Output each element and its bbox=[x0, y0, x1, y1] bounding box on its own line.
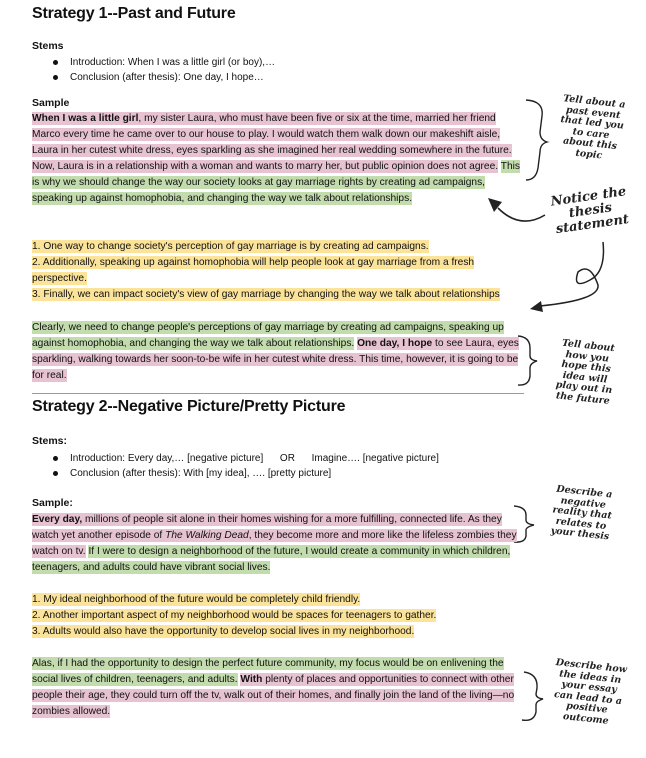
intro-bold-opening: When I was a little girl bbox=[32, 113, 139, 124]
body-point-1: 1. One way to change society's perception of gay marriage is by creating ad campaigns. bbox=[32, 241, 429, 252]
note-future: Tell about how you hope this idea will play out in the future bbox=[555, 337, 616, 407]
body-point-3: 3. Finally, we can impact society's view of gay marriage by changing the way we talk about relationships bbox=[32, 289, 500, 300]
strategy2-stems-label: Stems: bbox=[32, 435, 68, 447]
note-past-event: Tell about a past event that led you to care about this topic bbox=[559, 93, 626, 162]
note-negative: Describe a negative reality that relates to your thesis bbox=[550, 483, 613, 543]
note-positive: Describe how the ideas in your essay can lead to a positive outcome bbox=[553, 657, 628, 727]
strategy2-intro-paragraph bbox=[32, 512, 526, 576]
note-thesis: Notice the thesis statement bbox=[549, 184, 630, 238]
stem-introduction: Introduction: Every day,… [negative picture] OR Imagine…. [negative picture] bbox=[32, 451, 512, 466]
arrow-loop-head bbox=[530, 301, 543, 312]
stem-introduction: Introduction: When I was a little girl (or boy),… bbox=[32, 55, 512, 70]
strategy1-stems-label: Stems bbox=[32, 40, 64, 52]
conclusion-bold-opening: One day, I hope bbox=[357, 338, 433, 349]
arrow-loop-to-body bbox=[540, 242, 603, 306]
body-point-3: 3. Adults would also have the opportunity to develop social lives in my neighborhood. bbox=[32, 626, 415, 637]
intro-negative-text-a: millions of people sit alone in their homes wishing for a more fulfilling, connected life. As they watch yet another episode of bbox=[32, 514, 502, 541]
strategy2-title: Strategy 2--Negative Picture/Pretty Picture bbox=[32, 398, 346, 415]
conclusion-bold-opening: With bbox=[240, 674, 263, 685]
intro-show-title: The Walking Dead bbox=[165, 530, 249, 541]
arrow-to-thesis bbox=[498, 208, 545, 221]
conclusion-restated-thesis: Alas, if I had the opportunity to design the perfect future community, my focus would be on enlivening the social lives of children, teenagers, and adults. bbox=[32, 658, 504, 685]
stem-conclusion: Conclusion (after thesis): With [my idea], …. [pretty picture] bbox=[32, 466, 512, 481]
strategy1-title: Strategy 1--Past and Future bbox=[32, 5, 236, 22]
brace-conclusion bbox=[518, 336, 537, 385]
stem-conclusion: Conclusion (after thesis): One day, I hope… bbox=[32, 70, 512, 85]
body-point-2: 2. Another important aspect of my neighborhood would be spaces for teenagers to gather. bbox=[32, 610, 437, 621]
intro-bold-opening: Every day, bbox=[32, 514, 83, 525]
body-point-2: 2. Additionally, speaking up against homophobia will help people look at gay marriage from a fresh perspective. bbox=[32, 257, 475, 284]
body-point-1: 1. My ideal neighborhood of the future would be completely child friendly. bbox=[32, 594, 361, 605]
strategy2-conclusion-paragraph bbox=[32, 656, 526, 720]
conclusion-restated-thesis: Clearly, we need to change people's perceptions of gay marriage by creating ad campaigns, speaking up against homophobia, and changing the way we talk about relationships. bbox=[32, 322, 504, 349]
conclusion-future-text: to see Laura, eyes sparkling, walking towards her soon-to-be wife in her cutest white dress. This time, however, it is going to be for real. bbox=[32, 338, 519, 381]
strategy2-sample-label: Sample: bbox=[32, 497, 73, 509]
strategy2-body-points bbox=[32, 592, 526, 640]
brace-intro bbox=[526, 100, 547, 180]
strategy2-stems-list bbox=[32, 451, 512, 481]
intro-negative-text-b: , they become more and more like the lifeless zombies they watch on tv. bbox=[32, 530, 517, 557]
strategy1-sample-label: Sample bbox=[32, 97, 70, 109]
intro-past-event-text: , my sister Laura, who must have been five or six at the time, married her friend Marco every time he came over to our house to play. I would watch them walk down our makeshift aisle, Laura in her cutest white dress, eyes sparkling as she imagined her real wedding somewhere in the future. Now, Laura is in a relationship with a woman and wants to marry her, but public opinion does not agree. bbox=[32, 113, 512, 172]
conclusion-positive-text: plenty of places and opportunities to connect with other people their age, they could turn off the tv, walk out of their homes, and finally join the land of the living—no zombies allowed. bbox=[32, 674, 515, 717]
thesis-statement: This is why we should change the way our society looks at gay marriage rights by creating ad campaigns, speaking up against homophobia, and changing the way we talk about relationships. bbox=[32, 161, 520, 204]
thesis-statement: If I were to design a neighborhood of the future, I would create a community in which children, teenagers, and adults could have vibrant social lives. bbox=[32, 546, 511, 573]
